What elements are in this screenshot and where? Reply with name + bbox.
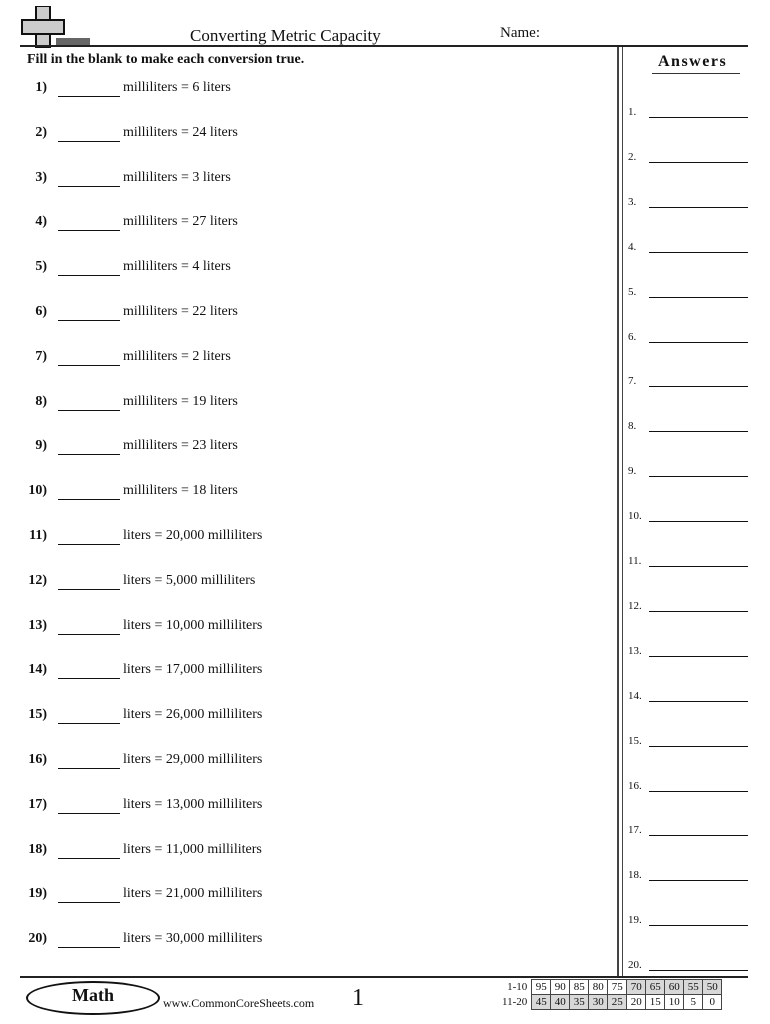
answer-line[interactable] (649, 117, 748, 118)
problem-number: 12) (28, 572, 47, 588)
problem-text: milliliters = 22 liters (123, 304, 238, 319)
problem-text: liters = 5,000 milliliters (123, 572, 256, 588)
problem-number: 18) (28, 841, 47, 857)
score-cell: 50 (703, 980, 722, 995)
problem-number: 16) (28, 752, 47, 767)
problem-number: 4) (35, 214, 47, 230)
problem-text: milliliters = 3 liters (123, 169, 231, 185)
answer-line[interactable] (649, 656, 748, 657)
website-link[interactable]: www.CommonCoreSheets.com (163, 996, 315, 1010)
problem-text: milliliters = 4 liters (123, 259, 231, 275)
score-cell: 0 (703, 995, 722, 1010)
answer-blank[interactable] (58, 947, 120, 948)
problem-row (20, 528, 600, 550)
problem-row (20, 349, 600, 371)
answer-blank[interactable] (58, 858, 120, 859)
problem-row (20, 662, 600, 684)
problem-row (20, 886, 600, 908)
header-divider (20, 45, 748, 47)
problem-row (20, 707, 600, 729)
score-table (500, 979, 722, 1010)
answer-blank[interactable] (58, 410, 120, 411)
answer-number: 9. (628, 465, 637, 478)
answer-blank[interactable] (58, 723, 120, 724)
answer-line[interactable] (649, 297, 748, 298)
answer-blank[interactable] (58, 813, 120, 814)
score-cell: 5 (684, 995, 703, 1010)
answer-blank[interactable] (58, 768, 120, 769)
answer-row (628, 241, 750, 259)
answer-blank[interactable] (58, 275, 120, 276)
problem-text: liters = 21,000 milliliters (123, 886, 263, 902)
answer-blank[interactable] (58, 141, 120, 142)
answer-blank[interactable] (58, 454, 120, 455)
answer-number: 7. (628, 375, 637, 388)
answer-number: 16. (628, 779, 642, 792)
problem-row (20, 438, 600, 460)
problem-text: milliliters = 27 liters (123, 214, 238, 230)
score-cell: 90 (551, 980, 570, 995)
answer-line[interactable] (649, 925, 748, 926)
problem-row (20, 80, 600, 102)
problem-number: 14) (28, 662, 47, 678)
problem-row (20, 304, 600, 326)
answer-number: 20. (628, 959, 642, 972)
answer-row (628, 420, 750, 438)
problem-number: 11) (29, 528, 47, 543)
answer-row (628, 959, 750, 977)
answer-number: 19. (628, 914, 642, 927)
problem-text: liters = 10,000 milliliters (123, 617, 263, 633)
score-cell: 55 (684, 980, 703, 995)
score-row (500, 995, 722, 1010)
answer-row (628, 555, 750, 573)
answer-number: 6. (628, 330, 637, 343)
answer-row (628, 914, 750, 932)
score-row (500, 980, 722, 995)
answer-number: 4. (628, 240, 637, 253)
answer-line[interactable] (649, 162, 748, 163)
problem-row (20, 618, 600, 640)
answer-line[interactable] (649, 835, 748, 836)
answer-number: 17. (628, 824, 642, 837)
score-cell: 20 (627, 995, 646, 1010)
answer-line[interactable] (649, 880, 748, 881)
answer-line[interactable] (649, 566, 748, 567)
problem-row (20, 394, 600, 416)
answer-blank[interactable] (58, 634, 120, 635)
problem-text: liters = 26,000 milliliters (123, 707, 263, 723)
problem-number: 9) (35, 438, 47, 454)
page-title: Converting Metric Capacity (190, 26, 381, 45)
answer-row (628, 465, 750, 483)
problem-text: milliliters = 23 liters (123, 438, 238, 454)
score-cell: 85 (570, 980, 589, 995)
answer-line[interactable] (649, 746, 748, 747)
answer-number: 13. (628, 644, 642, 657)
score-cell: 40 (551, 995, 570, 1010)
answer-row (628, 196, 750, 214)
answer-line[interactable] (649, 207, 748, 208)
problem-row (20, 752, 600, 774)
problem-number: 20) (28, 931, 47, 947)
problem-row (20, 214, 600, 236)
answer-line[interactable] (649, 611, 748, 612)
answer-row (628, 151, 750, 169)
problem-number: 5) (35, 259, 47, 275)
answer-blank[interactable] (58, 186, 120, 187)
problem-text: milliliters = 19 liters (123, 393, 238, 409)
answer-blank[interactable] (58, 902, 120, 903)
answer-blank[interactable] (58, 230, 120, 231)
answer-line[interactable] (649, 252, 748, 253)
answer-number: 15. (628, 734, 642, 747)
plus-icon (20, 6, 90, 48)
score-cell: 30 (589, 995, 608, 1010)
problem-row (20, 797, 600, 819)
answer-row (628, 600, 750, 618)
answer-line[interactable] (649, 521, 748, 522)
problem-text: milliliters = 2 liters (123, 348, 231, 364)
score-cell: 60 (665, 980, 684, 995)
instructions: Fill in the blank to make each conversion true. (27, 52, 305, 67)
score-cell: 25 (608, 995, 627, 1010)
answer-row (628, 735, 750, 753)
answer-number: 2. (628, 150, 637, 163)
score-cell: 95 (532, 980, 551, 995)
score-cell: 35 (570, 995, 589, 1010)
answer-line[interactable] (649, 431, 748, 432)
problem-text: milliliters = 6 liters (123, 80, 231, 95)
answer-number: 1. (628, 106, 637, 118)
answer-row (628, 824, 750, 842)
answer-row (628, 286, 750, 304)
problem-text: liters = 29,000 milliliters (123, 752, 263, 767)
answer-blank[interactable] (58, 365, 120, 366)
score-cell: 70 (627, 980, 646, 995)
problem-number: 17) (28, 796, 47, 812)
problem-text: milliliters = 24 liters (123, 124, 238, 140)
answer-row (628, 780, 750, 798)
problem-number: 8) (35, 393, 47, 409)
problem-number: 19) (28, 886, 47, 902)
problem-row (20, 573, 600, 595)
answer-row (628, 645, 750, 663)
problem-text: liters = 11,000 milliliters (123, 841, 262, 857)
answer-number: 8. (628, 420, 637, 433)
score-row-label: 1-10 (507, 981, 528, 993)
answer-row (628, 331, 750, 349)
answer-line[interactable] (649, 342, 748, 343)
answer-blank[interactable] (58, 320, 120, 321)
answer-blank[interactable] (58, 589, 120, 590)
problem-text: liters = 20,000 milliliters (123, 528, 263, 543)
name-label: Name: (500, 25, 540, 41)
score-cell: 80 (589, 980, 608, 995)
problem-text: milliliters = 18 liters (123, 483, 238, 499)
footer-divider (20, 976, 748, 978)
problem-row (20, 483, 600, 505)
answer-line[interactable] (649, 476, 748, 477)
answer-number: 3. (628, 195, 637, 208)
answer-line[interactable] (649, 701, 748, 702)
column-divider-inner (622, 47, 623, 977)
problem-number: 3) (35, 169, 47, 185)
answer-row (628, 869, 750, 887)
column-divider (617, 47, 619, 977)
answer-row (628, 375, 750, 393)
problem-row (20, 259, 600, 281)
problem-number: 13) (28, 617, 47, 633)
math-label: Math (72, 985, 114, 1005)
problem-row (20, 842, 600, 864)
score-cell: 65 (646, 980, 665, 995)
answer-number: 10. (628, 510, 642, 523)
score-cell: 45 (532, 995, 551, 1010)
score-cell: 10 (665, 995, 684, 1010)
answer-row (628, 690, 750, 708)
answer-line[interactable] (649, 791, 748, 792)
score-cell: 15 (646, 995, 665, 1010)
problem-row (20, 931, 600, 953)
answer-row (628, 510, 750, 528)
problem-number: 15) (28, 707, 47, 723)
answers-title: Answers (658, 53, 728, 70)
problem-number: 1) (35, 80, 47, 95)
score-row-label: 11-20 (502, 996, 528, 1008)
answers-title-underline (652, 73, 740, 74)
answer-number: 5. (628, 285, 637, 298)
answer-number: 11. (628, 555, 642, 567)
answer-blank[interactable] (58, 544, 120, 545)
problem-number: 10) (28, 483, 47, 499)
problem-text: liters = 17,000 milliliters (123, 662, 263, 678)
answer-row (628, 106, 750, 124)
answer-blank[interactable] (58, 499, 120, 500)
answer-line[interactable] (649, 970, 748, 971)
problem-number: 7) (35, 348, 47, 364)
page-number: 1 (352, 985, 364, 1011)
answer-number: 12. (628, 599, 642, 612)
answer-line[interactable] (649, 386, 748, 387)
problem-text: liters = 30,000 milliliters (123, 931, 263, 947)
answer-number: 14. (628, 689, 642, 702)
score-cell: 75 (608, 980, 627, 995)
answer-number: 18. (628, 869, 642, 882)
problem-row (20, 125, 600, 147)
problem-text: liters = 13,000 milliliters (123, 796, 263, 812)
problem-row (20, 170, 600, 192)
problem-number: 6) (35, 304, 47, 319)
answer-blank[interactable] (58, 96, 120, 97)
answer-blank[interactable] (58, 678, 120, 679)
problem-number: 2) (35, 124, 47, 140)
